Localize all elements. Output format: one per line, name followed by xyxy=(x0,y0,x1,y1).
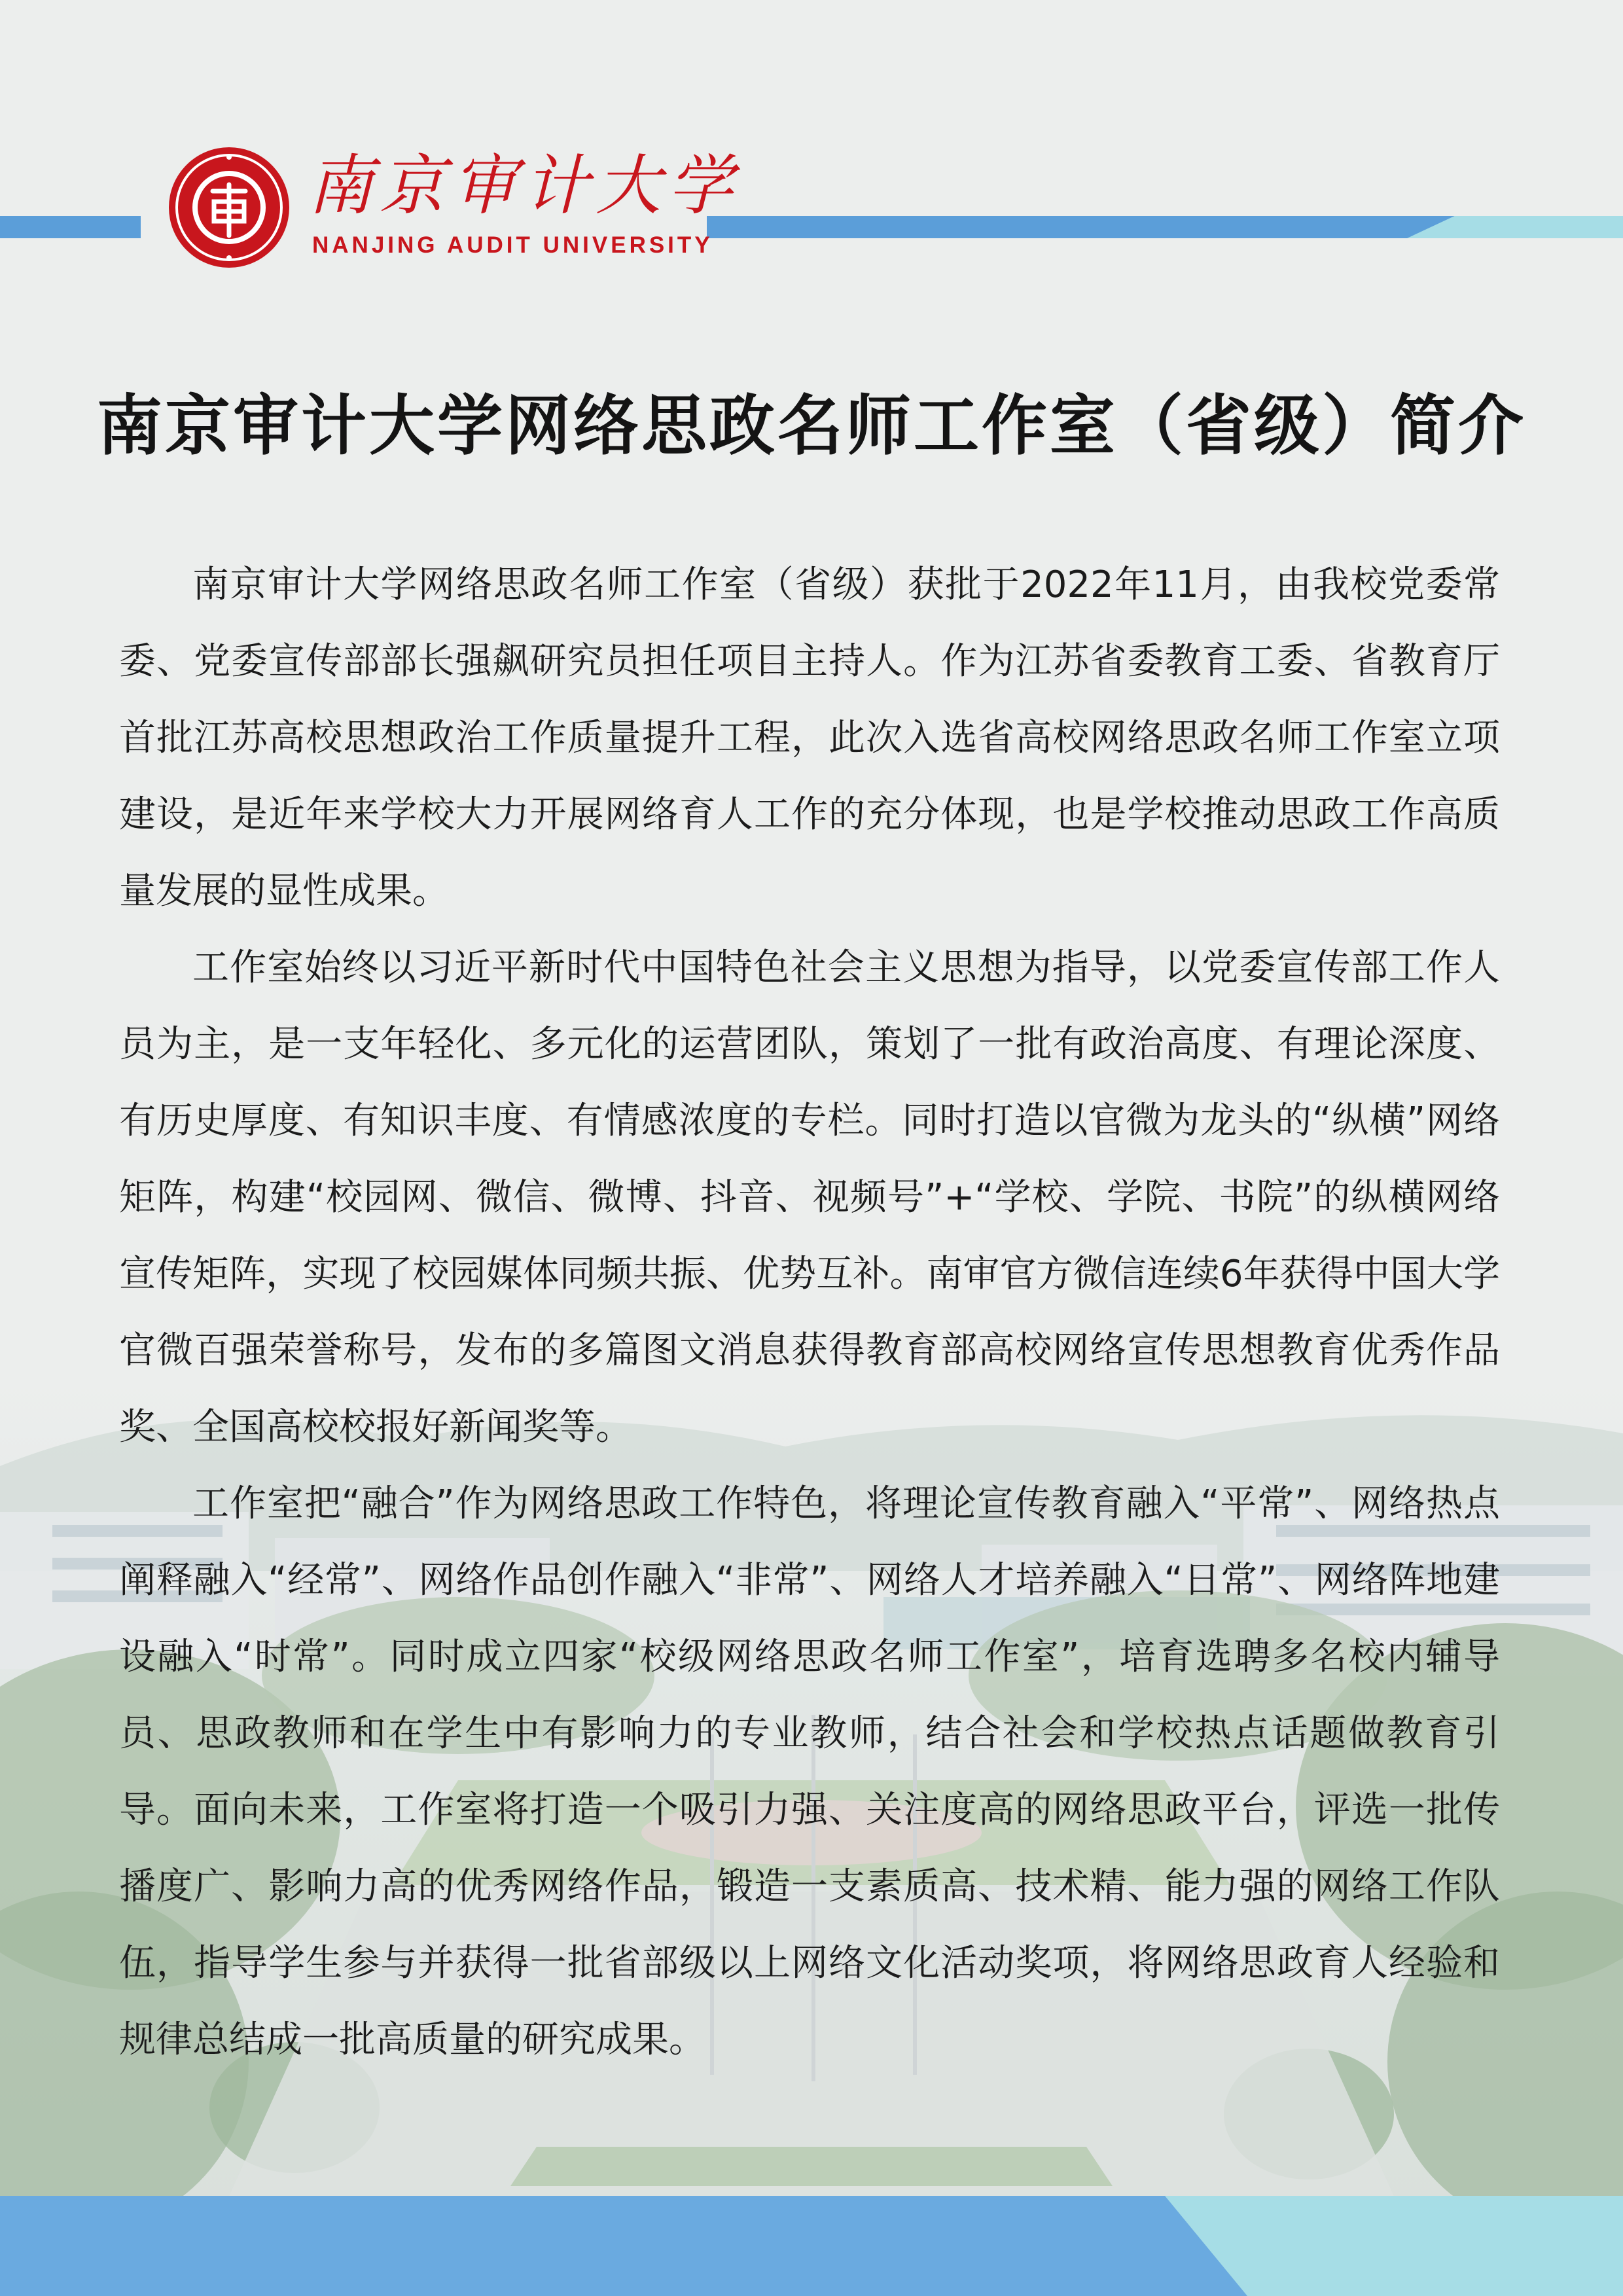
paragraph-2: 工作室始终以习近平新时代中国特色社会主义思想为指导，以党委宣传部工作人员为主，是一支年轻化、多元化的运营团队，策划了一批有政治高度、有理论深度、有历史厚度、有知识丰度、有情感浓度的专栏。同时打造以官微为龙头的“纵横”网络矩阵，构建“校园网、微信、微博、抖音、视频号”+“学校、学院、书院”的纵横网络宣传矩阵，实现了校园媒体同频共振、优势互补。南审官方微信连续6年获得中国大学官微百强荣誉称号，发布的多篇图文消息获得教育部高校网络宣传思想教育优秀作品奖、全国高校校报好新闻奖等。 xyxy=(119,946,1500,1448)
logo-name-en: NANJING AUDIT UNIVERSITY xyxy=(312,232,713,258)
page-title: 南京审计大学网络思政名师工作室（省级）简介 xyxy=(97,387,1526,464)
university-seal-icon xyxy=(167,145,291,270)
logo-name-cn: 南京审计大学 xyxy=(308,147,740,224)
paragraph-3: 工作室把“融合”作为网络思政工作特色，将理论宣传教育融入“平常”、网络热点阐释融入“经常”、网络作品创作融入“非常”、网络人才培养融入“日常”、网络阵地建设融入“时常”。同时成立四家“校级网络思政名师工作室”，培育选聘多名校内辅导员、思政教师和在学生中有影响力的专业教师，结合社会和学校热点话题做教育引导。面向未来，工作室将打造一个吸引力强、关注度高的网络思政平台，评选一批传播度广、影响力高的优秀网络作品，锻造一支素质高、技术精、能力强的网络工作队伍，指导学生参与并获得一批省部级以上网络文化活动奖项，将网络思政育人经验和规律总结成一批高质量的研究成果。 xyxy=(119,1482,1500,2061)
university-logo xyxy=(167,145,740,270)
header-bar-left xyxy=(0,216,141,238)
body-text xyxy=(119,547,1500,2078)
paragraph-1: 南京审计大学网络思政名师工作室（省级）获批于2022年11月，由我校党委常委、党委宣传部部长强飙研究员担任项目主持人。作为江苏省委教育工委、省教育厅首批江苏高校思想政治工作质量提升工程，此次入选省高校网络思政名师工作室立项建设，是近年来学校大力开展网络育人工作的充分体现，也是学校推动思政工作高质量发展的显性成果。 xyxy=(119,564,1500,912)
